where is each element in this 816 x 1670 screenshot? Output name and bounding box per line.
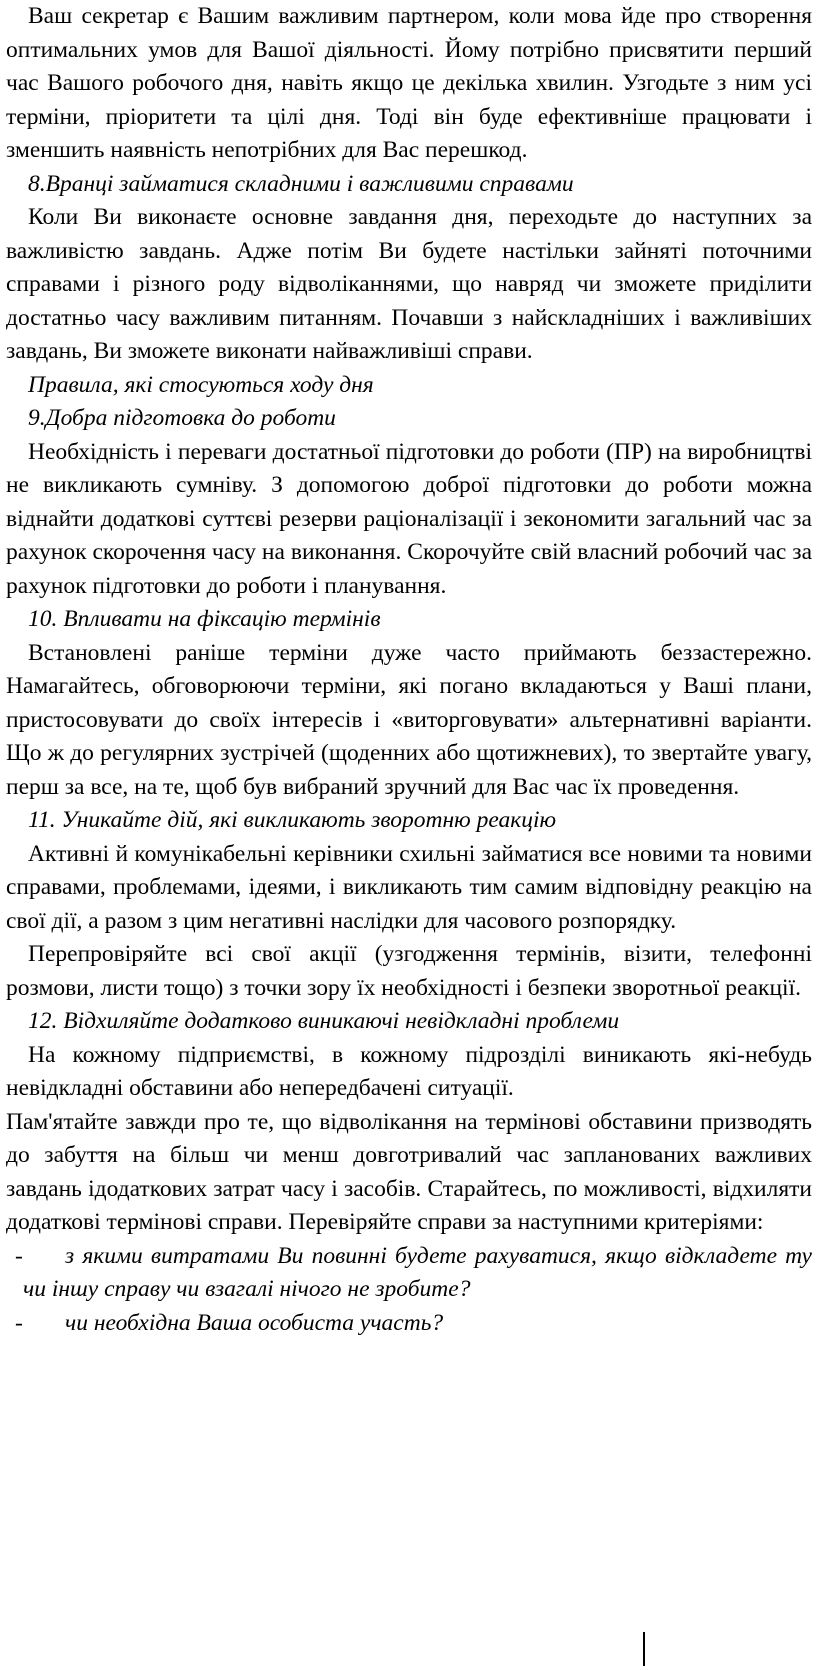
- section-10-text: Встановлені раніше терміни дуже часто приймають беззастережно. Намагайтесь, обговорюючи терміни, які погано вкладаються у Ваші плани, пристосовувати до своїх інтересів і «виторговувати» альтернативні варіанти. Що ж до регулярних зустрічей (щоденних або щотижневих), то звертайте увагу, перш за все, на те, щоб був вибраний зручний для Вас час їх проведення.: [6, 639, 812, 800]
- section-8-heading: 8.Вранці займатися складними і важливими справами: [28, 170, 574, 197]
- list-dash: -: [15, 1309, 23, 1336]
- list-item-text: з якими витратами Ви повинні будете рахуватися, якщо відкладете ту чи іншу справу чи взагалі нічого не зробите?: [23, 1242, 812, 1302]
- section-11-heading: 11. Уникайте дій, які викликають зворотню реакцію: [28, 807, 557, 833]
- section-8-text: Коли Ви виконаєте основне завдання дня, переходьте до наступних за важливістю завдань. Адже потім Ви будете настільки зайняті поточними справами і різного роду відволіканнями, що навряд чи зможете приділити достатньо часу важливим питанням. Почавши з найскладніших і важливіших завдань, Ви зможете виконати найважливіші справи.: [6, 204, 812, 364]
- section-9-heading: 9.Добра підготовка до роботи: [28, 405, 336, 431]
- list-item-text: чи необхідна Ваша особиста участь?: [65, 1309, 444, 1336]
- document-page: [6, 0, 812, 1340]
- intro-paragraph: Ваш секретар є Вашим важливим партнером, коли мова йде про створення оптимальних умов для Вашої діяльності. Йому потрібно присвятити перший час Вашого робочого дня, навіть якщо це декілька хвилин. Узгодьте з ним усі терміни, пріоритети та цілі дня. Тоді він буде ефективніше працювати і зменшить наявність непотрібних для Вас перешкод.: [6, 3, 812, 163]
- list-dash: -: [15, 1242, 23, 1269]
- section-9-text: Необхідність і переваги достатньої підготовки до роботи (ПР) на виробництві не викликають сумніву. З допомогою доброї підготовки до роботи можна віднайти додаткові суттєві резерви раціоналізації і зекономити загальний час за рахунок скорочення часу на виконання. Скорочуйте свій власний робочий час за рахунок підготовки до роботи і планування.: [6, 438, 812, 599]
- list-item: [6, 1240, 812, 1307]
- section-12-text-1: На кожному підприємстві, в кожному підрозділі виникають які-небудь невідкладні обставини або непередбачені ситуації.: [6, 1041, 812, 1101]
- rules-heading: Правила, які стосуються ходу дня: [28, 371, 374, 398]
- list-item: [6, 1307, 812, 1341]
- section-10-heading: 10. Впливати на фіксацію термінів: [28, 606, 381, 632]
- section-11-text-1: Активні й комунікабельні керівники схильні займатися все новими та новими справами, проблемами, ідеями, і викликають тим самим відповідну реакцію на свої дії, а разом з цим негативні наслідки для часового розпорядку.: [6, 840, 812, 934]
- margin-line: [643, 1632, 645, 1666]
- section-12-text-2: Пам'ятайте завжди про те, що відволікання на термінові обставини призводять до забуття на більш чи менш довготривалий час запланованих важливих завдань ідодаткових затрат часу і засобів. Старайтесь, по можливості, відхиляти додаткові термінові справи. Перевіряйте справи за наступними критеріями:: [6, 1108, 812, 1235]
- section-11-text-2: Перепровіряйте всі свої акції (узгодження термінів, візити, телефонні розмови, листи тощо) з точки зору їх необхідності і безпеки зворотньої реакції.: [6, 941, 812, 1001]
- section-12-heading: 12. Відхиляйте додатково виникаючі невідкладні проблеми: [28, 1008, 620, 1034]
- criteria-list: [6, 1240, 812, 1341]
